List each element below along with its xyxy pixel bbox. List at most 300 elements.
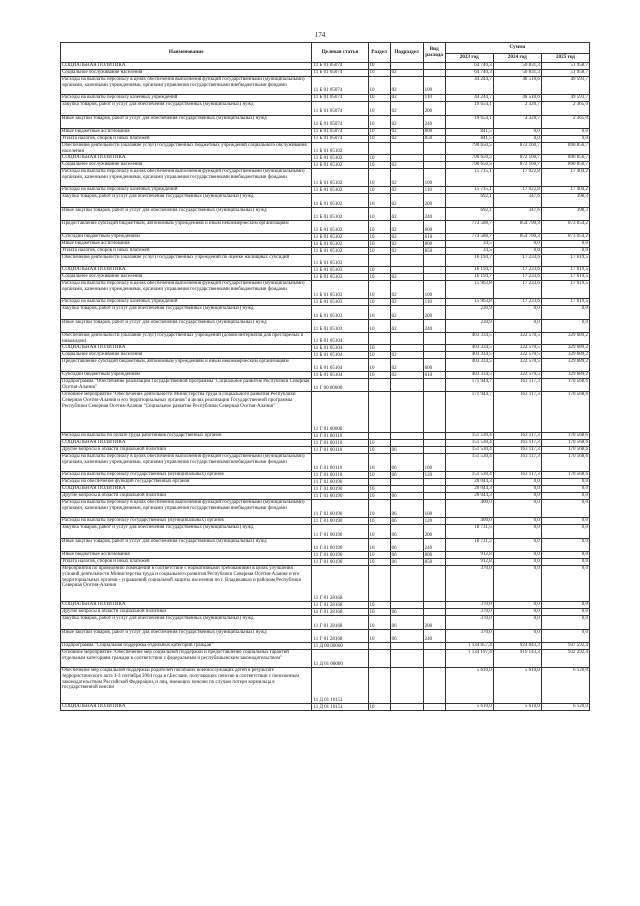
row-target-code: 11 Б 01 05074 (312, 102, 368, 116)
row-amount-2025: 0,0 (541, 306, 589, 320)
row-expense-type (423, 447, 445, 454)
row-amount-2024: 50 831,3 (493, 63, 541, 70)
row-name: Расходы на выплаты персоналу казенных учреждений (61, 95, 312, 102)
row-expense-type (423, 609, 445, 616)
row-expense-type (423, 379, 445, 392)
row-amount-2023: 692,1 (445, 208, 493, 221)
row-name: Расходы на выплаты персоналу в целях обеспечения выполнения функций государственными (муниципальными) органами, казенными учреждениями, органами управления государственными внебюджетными фондами (61, 454, 312, 472)
header-name: Наименование (61, 43, 312, 63)
row-amount-2024: 0,0 (493, 129, 541, 136)
table-row (61, 552, 590, 559)
row-target-code: 11 Б 01 05102 (312, 208, 368, 221)
table-row (61, 267, 590, 274)
row-section: 10 (368, 208, 390, 221)
row-name: Уплата налогов, сборов и иных платежей (61, 559, 312, 566)
row-section: 10 (368, 440, 390, 447)
row-amount-2023: 64 740,3 (445, 70, 493, 77)
row-amount-2023: 790 650,5 (445, 155, 493, 162)
row-amount-2023: 403 334,5 (445, 359, 493, 372)
row-section: 10 (368, 267, 390, 274)
table-row (61, 616, 590, 630)
row-target-code: 11 Б 01 05074 (312, 129, 368, 136)
row-section: 10 (368, 372, 390, 379)
table-row (61, 299, 590, 306)
row-name: Иные закупки товаров, работ и услуг для обеспечения государственных (муниципальных) нужд (61, 630, 312, 643)
row-expense-type (423, 162, 445, 169)
row-section (368, 650, 390, 668)
row-amount-2024: 322 570,5 (493, 372, 541, 379)
row-subsection: 02 (390, 234, 423, 241)
table-row (61, 566, 590, 602)
table-row (61, 281, 590, 299)
row-name: СОЦИАЛЬНАЯ ПОЛИТИКА (61, 704, 312, 711)
row-amount-2025: 0,0 (541, 518, 589, 525)
row-target-code: 11 Б 01 05103 (312, 274, 368, 281)
row-subsection (390, 440, 423, 447)
row-amount-2023: 400,0 (445, 518, 493, 525)
row-subsection: 02 (390, 299, 423, 306)
row-amount-2024: 48 510,6 (493, 95, 541, 102)
table-row (61, 77, 590, 95)
row-amount-2024: 322 570,5 (493, 352, 541, 359)
row-expense-type: 200 (423, 616, 445, 630)
row-section: 10 (368, 320, 390, 333)
row-section: 10 (368, 70, 390, 77)
row-target-code: 11 Д 01 10151 (312, 668, 368, 704)
row-target-code: 11 Д 00 00000 (312, 643, 368, 650)
row-subsection: 06 (390, 616, 423, 630)
row-target-code: 11 Д 01 10151 (312, 704, 368, 711)
row-expense-type: 610 (423, 234, 445, 241)
row-section: 10 (368, 518, 390, 525)
row-amount-2025: 329 689,2 (541, 345, 589, 352)
row-subsection: 02 (390, 352, 423, 359)
row-amount-2024: 854 790,3 (493, 221, 541, 234)
row-amount-2023: 841,5 (445, 129, 493, 136)
row-amount-2024: 0,0 (493, 539, 541, 552)
row-section: 10 (368, 472, 390, 479)
row-subsection: 02 (390, 372, 423, 379)
row-target-code: 11 Б 01 05104 (312, 333, 368, 345)
row-expense-type: 240 (423, 320, 445, 333)
row-target-code: 11 Б 01 05103 (312, 299, 368, 306)
table-row (61, 95, 590, 102)
row-amount-2025: 0,0 (541, 609, 589, 616)
row-target-code: 11 Б 01 05102 (312, 143, 368, 155)
row-expense-type (423, 433, 445, 440)
row-amount-2025: 0,0 (541, 630, 589, 643)
row-target-code: 11 Г 01 00000 (312, 392, 368, 433)
row-target-code: 11 Г 01 00190 (312, 486, 368, 493)
row-expense-type: 850 (423, 248, 445, 255)
table-row (61, 447, 590, 454)
row-section (368, 143, 390, 155)
table-row (61, 248, 590, 255)
table-row (61, 320, 590, 333)
row-expense-type: 200 (423, 194, 445, 208)
row-target-code: 11 Г 01 28168 (312, 566, 368, 602)
table-row (61, 454, 590, 472)
row-section: 10 (368, 299, 390, 306)
header-sum: Сумма (445, 43, 589, 54)
row-amount-2023: 841,5 (445, 136, 493, 143)
row-expense-type: 100 (423, 77, 445, 95)
row-amount-2024: 163 117,3 (493, 392, 541, 433)
row-section: 10 (368, 704, 390, 711)
row-target-code: 11 Г 01 28168 (312, 616, 368, 630)
header-code: Целевая статья (312, 43, 368, 63)
table-row (61, 643, 590, 650)
row-expense-type (423, 345, 445, 352)
row-name: Иные закупки товаров, работ и услуг для обеспечения государственных (муниципальных) нужд (61, 320, 312, 333)
row-subsection: 02 (390, 116, 423, 129)
row-amount-2025: 937 592,4 (541, 643, 589, 650)
row-expense-type: 600 (423, 221, 445, 234)
row-subsection (390, 704, 423, 711)
row-subsection: 06 (390, 472, 423, 479)
row-amount-2025: 890 856,7 (541, 155, 589, 162)
table-row (61, 539, 590, 552)
row-name: Основное мероприятие "Обеспечение мер социальной поддержки и предоставление социальных гарантий отдельным категориям граждан в соответствии с федеральным и республиканским законодательством" (61, 650, 312, 668)
table-row (61, 525, 590, 539)
header-year-2025: 2025 год (541, 54, 589, 63)
row-section (368, 379, 390, 392)
table-row (61, 650, 590, 668)
row-amount-2023: 773 588,7 (445, 221, 493, 234)
row-amount-2025: 0,0 (541, 248, 589, 255)
row-section: 10 (368, 500, 390, 518)
row-expense-type: 200 (423, 306, 445, 320)
row-expense-type: 110 (423, 299, 445, 306)
table-row (61, 472, 590, 479)
row-subsection (390, 650, 423, 668)
table-row (61, 500, 590, 518)
row-section (368, 333, 390, 345)
row-expense-type: 800 (423, 129, 445, 136)
row-amount-2023: 20 044,3 (445, 486, 493, 493)
row-amount-2023: 230,9 (445, 320, 493, 333)
table-row (61, 102, 590, 116)
row-expense-type: 800 (423, 552, 445, 559)
row-section (368, 255, 390, 267)
row-target-code: 11 Б 01 05074 (312, 95, 368, 102)
row-name: Расходы на выплаты персоналу казенных учреждений (61, 187, 312, 194)
row-subsection (390, 255, 423, 267)
table-row (61, 433, 590, 440)
row-amount-2025: 2 365,0 (541, 116, 589, 129)
row-section: 10 (368, 116, 390, 129)
row-subsection: 02 (390, 129, 423, 136)
row-name: Мероприятия по проведению помещений в соответствие с нормативными требованиями в целях улучшения условий деятельности Министерства труда и социального развития Республики Северная Осетия-Алания и его территориальных органов - управлений социальной защиты населения по г. Владикавказ и районам Республики Северная Осетия-Алания (61, 566, 312, 602)
row-expense-type: 240 (423, 630, 445, 643)
row-target-code: 11 Б 01 05104 (312, 372, 368, 379)
row-subsection: 02 (390, 241, 423, 248)
row-target-code: 11 Г 01 00110 (312, 447, 368, 454)
row-amount-2024: 163 117,3 (493, 433, 541, 440)
row-amount-2024: 872 160,7 (493, 143, 541, 155)
table-row (61, 194, 590, 208)
row-amount-2025: 0,0 (541, 525, 589, 539)
table-row (61, 116, 590, 129)
row-name: Обеспечение деятельности (оказание услуг) государственных учреждений (домов-интернатов для престарелых и инвалидов) (61, 333, 312, 345)
row-amount-2025: 17 404,2 (541, 187, 589, 194)
table-row (61, 379, 590, 392)
row-subsection: 02 (390, 221, 423, 234)
row-name: СОЦИАЛЬНАЯ ПОЛИТИКА (61, 155, 312, 162)
row-amount-2024: 322 570,5 (493, 359, 541, 372)
row-expense-type (423, 704, 445, 711)
row-name: Предоставление субсидий бюджетным, автономным учреждениям и иным некоммерческим организациям (61, 359, 312, 372)
row-subsection (390, 486, 423, 493)
row-amount-2023: 19 654,1 (445, 116, 493, 129)
row-subsection: 02 (390, 162, 423, 169)
row-name: Иные закупки товаров, работ и услуг для обеспечения государственных (муниципальных) нужд (61, 116, 312, 129)
row-amount-2024: 347,6 (493, 208, 541, 221)
table-row (61, 359, 590, 372)
row-name: СОЦИАЛЬНАЯ ПОЛИТИКА (61, 63, 312, 70)
row-name: Иные бюджетные ассигнования (61, 552, 312, 559)
row-section: 10 (368, 486, 390, 493)
row-amount-2023: 1 134 197,4 (445, 650, 493, 668)
row-subsection: 06 (390, 525, 423, 539)
table-row (61, 486, 590, 493)
row-name: СОЦИАЛЬНАЯ ПОЛИТИКА (61, 345, 312, 352)
row-amount-2024: 17 233,6 (493, 267, 541, 274)
row-target-code: 11 Б 01 05074 (312, 77, 368, 95)
row-amount-2025: 0,0 (541, 566, 589, 602)
row-amount-2023: 16 194,7 (445, 274, 493, 281)
row-name: Обеспечение деятельности (оказание услуг) государственных учреждений по оценке жилищных субсидий (61, 255, 312, 267)
row-subsection: 02 (390, 169, 423, 187)
row-amount-2023: 370,0 (445, 566, 493, 602)
row-amount-2025: 398,3 (541, 194, 589, 208)
row-amount-2024: 0,0 (493, 320, 541, 333)
row-amount-2024: 163 117,3 (493, 454, 541, 472)
row-section: 10 (368, 63, 390, 70)
row-subsection (390, 267, 423, 274)
row-expense-type (423, 566, 445, 602)
table-body (61, 63, 590, 711)
row-amount-2024: 0,0 (493, 248, 541, 255)
row-amount-2024: 5 610,0 (493, 704, 541, 711)
row-target-code: 11 Г 01 00110 (312, 472, 368, 479)
row-name: Уплата налогов, сборов и иных платежей (61, 248, 312, 255)
row-expense-type: 100 (423, 500, 445, 518)
row-section (368, 668, 390, 704)
row-subsection (390, 668, 423, 704)
row-amount-2024: 0,0 (493, 566, 541, 602)
row-amount-2025: 0,0 (541, 616, 589, 630)
row-amount-2024: 163 117,3 (493, 447, 541, 454)
row-target-code: 11 Г 01 00110 (312, 454, 368, 472)
row-amount-2024: 0,0 (493, 609, 541, 616)
row-subsection (390, 602, 423, 609)
row-subsection: 06 (390, 447, 423, 454)
table-row (61, 493, 590, 500)
row-amount-2024: 854 790,3 (493, 234, 541, 241)
row-section: 10 (368, 169, 390, 187)
row-amount-2023: 19 654,1 (445, 102, 493, 116)
row-amount-2025: 6 120,0 (541, 668, 589, 704)
table-row (61, 372, 590, 379)
table-row (61, 155, 590, 162)
row-subsection (390, 479, 423, 486)
page-number: 174 (314, 31, 326, 39)
row-subsection (390, 392, 423, 433)
row-amount-2025: 0,0 (541, 539, 589, 552)
row-expense-type (423, 70, 445, 77)
row-amount-2024: 0,0 (493, 525, 541, 539)
table-header (61, 43, 590, 63)
row-amount-2025: 51 958,7 (541, 63, 589, 70)
row-amount-2023: 16 194,7 (445, 255, 493, 267)
row-section: 10 (368, 162, 390, 169)
row-section: 10 (368, 248, 390, 255)
row-target-code: 11 Б 01 05102 (312, 248, 368, 255)
table-row (61, 630, 590, 643)
table-row (61, 479, 590, 486)
row-name: Расходы на выплаты персоналу в целях обеспечения выполнения функций государственными (муниципальными) органами, казенными учреждениями, органами управления государственными внебюджетными фондами (61, 281, 312, 299)
row-amount-2025: 6 120,0 (541, 704, 589, 711)
row-amount-2024: 347,6 (493, 194, 541, 208)
row-target-code: 11 Г 01 00110 (312, 433, 368, 440)
row-subsection (390, 155, 423, 162)
row-subsection: 02 (390, 208, 423, 221)
row-target-code: 11 Г 01 28168 (312, 602, 368, 609)
row-amount-2024: 0,0 (493, 479, 541, 486)
row-subsection: 02 (390, 274, 423, 281)
row-name: Иные закупки товаров, работ и услуг для обеспечения государственных (муниципальных) нужд (61, 539, 312, 552)
row-amount-2023: 151 530,4 (445, 472, 493, 479)
row-amount-2023: 403 334,5 (445, 345, 493, 352)
row-amount-2024: 919 143,3 (493, 650, 541, 668)
row-name: Закупка товаров, работ и услуг для обеспечения государственных (муниципальных) нужд (61, 616, 312, 630)
row-subsection: 02 (390, 187, 423, 194)
row-subsection: 02 (390, 95, 423, 102)
header-section: Раздел (368, 43, 390, 63)
row-amount-2025: 873 054,2 (541, 234, 589, 241)
row-name: СОЦИАЛЬНАЯ ПОЛИТИКА (61, 486, 312, 493)
row-name: Подпрограмма "Социальная поддержка отдельных категорий граждан" (61, 643, 312, 650)
row-amount-2024: 17 233,6 (493, 299, 541, 306)
row-name: Субсидии бюджетным учреждениям (61, 234, 312, 241)
row-name: Субсидии бюджетным учреждениям (61, 372, 312, 379)
row-section: 10 (368, 559, 390, 566)
row-section (368, 392, 390, 433)
row-subsection: 06 (390, 552, 423, 559)
row-section: 10 (368, 447, 390, 454)
row-section (368, 643, 390, 650)
row-target-code: 11 Г 01 00190 (312, 539, 368, 552)
row-target-code: 11 Г 01 00190 (312, 559, 368, 566)
table-row (61, 345, 590, 352)
row-expense-type (423, 267, 445, 274)
table-row (61, 306, 590, 320)
row-amount-2023: 15 715,1 (445, 169, 493, 187)
row-section: 10 (368, 187, 390, 194)
row-expense-type: 850 (423, 559, 445, 566)
row-subsection: 02 (390, 281, 423, 299)
row-section: 10 (368, 221, 390, 234)
row-name: Иные бюджетные ассигнования (61, 129, 312, 136)
row-amount-2023: 15 963,8 (445, 281, 493, 299)
row-name: Другие вопросы в области социальной политики (61, 447, 312, 454)
row-section: 10 (368, 609, 390, 616)
row-amount-2024: 0,0 (493, 500, 541, 518)
row-amount-2023: 151 530,4 (445, 447, 493, 454)
table-row (61, 333, 590, 345)
row-amount-2025: 0,0 (541, 500, 589, 518)
row-amount-2025: 0,0 (541, 552, 589, 559)
row-amount-2025: 49 593,7 (541, 77, 589, 95)
row-amount-2023: 403 334,5 (445, 352, 493, 359)
row-section: 10 (368, 234, 390, 241)
table-row (61, 162, 590, 169)
budget-table (60, 42, 590, 711)
row-amount-2024: 163 117,3 (493, 379, 541, 392)
row-section: 10 (368, 274, 390, 281)
row-section: 10 (368, 493, 390, 500)
row-amount-2023: 773 588,7 (445, 234, 493, 241)
row-name: Иные закупки товаров, работ и услуг для обеспечения государственных (муниципальных) нужд (61, 208, 312, 221)
row-amount-2025: 17 619,5 (541, 267, 589, 274)
row-subsection: 02 (390, 102, 423, 116)
row-subsection: 02 (390, 194, 423, 208)
row-amount-2024: 17 233,6 (493, 274, 541, 281)
row-amount-2023: 1 134 857,4 (445, 643, 493, 650)
row-amount-2023: 171 944,7 (445, 392, 493, 433)
table-row (61, 704, 590, 711)
row-amount-2025: 890 856,7 (541, 143, 589, 155)
row-target-code: 11 Г 01 00190 (312, 493, 368, 500)
row-target-code: 11 Б 01 05102 (312, 194, 368, 208)
row-amount-2025: 0,0 (541, 486, 589, 493)
row-amount-2025: 0,0 (541, 129, 589, 136)
table-row (61, 255, 590, 267)
header-expense-type: Вид расхода (423, 43, 445, 63)
row-expense-type (423, 333, 445, 345)
row-name: Социальное обслуживание населения (61, 352, 312, 359)
row-amount-2025: 170 568,6 (541, 433, 589, 440)
row-target-code: 11 Б 01 05104 (312, 359, 368, 372)
row-amount-2024: 0,0 (493, 493, 541, 500)
row-amount-2024: 0,0 (493, 518, 541, 525)
row-target-code: 11 Б 01 05103 (312, 281, 368, 299)
row-amount-2025: 329 689,2 (541, 372, 589, 379)
row-amount-2024: 872 160,7 (493, 155, 541, 162)
row-amount-2023: 230,9 (445, 306, 493, 320)
row-expense-type: 100 (423, 454, 445, 472)
table-row (61, 668, 590, 704)
row-target-code: 11 Б 01 05103 (312, 320, 368, 333)
table-row (61, 129, 590, 136)
row-section: 10 (368, 359, 390, 372)
row-section: 10 (368, 95, 390, 102)
row-amount-2024: 0,0 (493, 552, 541, 559)
row-name: Закупка товаров, работ и услуг для обеспечения государственных (муниципальных) нужд (61, 306, 312, 320)
row-amount-2023: 692,1 (445, 194, 493, 208)
row-subsection: 02 (390, 320, 423, 333)
row-name: Расходы на выплаты персоналу в целях обеспечения выполнения функций государственными (муниципальными) органами, казенными учреждениями, органами управления государственными внебюджетными фондами (61, 77, 312, 95)
row-amount-2025: 329 689,2 (541, 333, 589, 345)
table-row (61, 136, 590, 143)
row-section: 10 (368, 306, 390, 320)
table-row (61, 352, 590, 359)
row-amount-2024: 17 022,8 (493, 187, 541, 194)
row-name: СОЦИАЛЬНАЯ ПОЛИТИКА (61, 440, 312, 447)
row-subsection: 06 (390, 539, 423, 552)
row-expense-type: 110 (423, 187, 445, 194)
